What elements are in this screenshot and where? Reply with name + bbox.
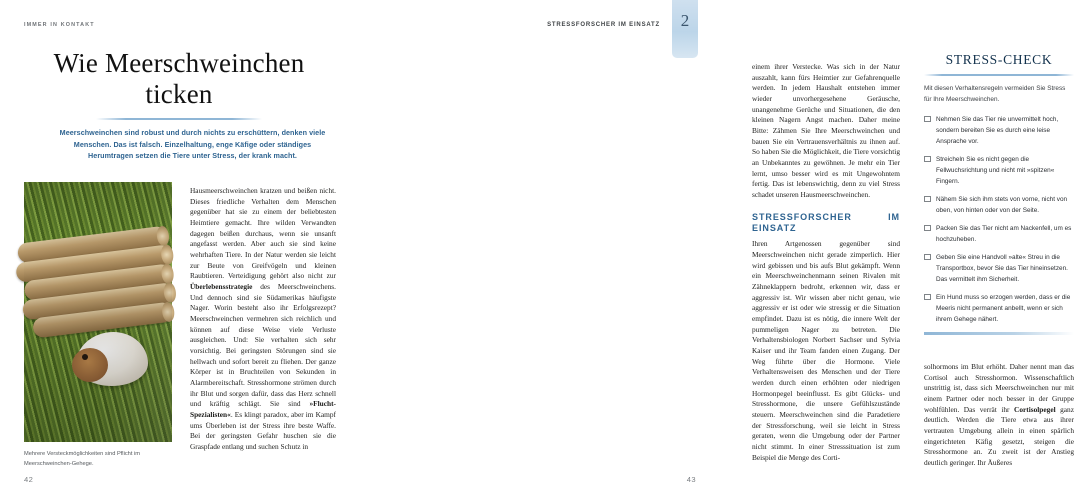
- standfirst: Meerschweinchen sind robust und durch nichts zu erschüttern, denken viele Menschen. Das ist falsch. Einzelhaltung, enge Käfige oder ständiges Herumtragen setzen die Tiere unter Stress, der krank macht.: [59, 128, 326, 161]
- left-page: [0, 0, 356, 498]
- title-divider: [96, 118, 262, 120]
- chapter-number-tab: [672, 0, 698, 58]
- body-text-run: Hausmeerschweinchen kratzen und beißen nicht. Dieses friedliche Verhalten dem Menschen gegenüber hat sie zu einem der beliebtesten Heimtiere gemacht. Ihre wilden Verwandten dagegen beißen durchaus, wenn sie unsanft angefasst werden. Aber auch sie sind keine wehrhaften Tiere. In der Natur werden sie leicht zur Beute von Greifvögeln und kleinen Raubtieren. Verteidigung gehört also nicht zur: [190, 186, 336, 281]
- body-bold-run: Überlebensstrategie: [190, 282, 253, 292]
- body-text-run: ganz deutlich. Werden die Tiere etwa aus ihrer vertrauten Umgebung allein in einen spärlich eingerichteten Käfig gesetzt, steigen die Stresshormone an. Zu zweit ist der Anstieg deutlich geringer. Ihr Äußeres: [924, 404, 1074, 468]
- paragraph: Ihren Artgenossen gegenüber sind Meerschweinchen nicht gerade zimperlich. Hier wird gebissen und bis aufs Blut gekämpft. Wenn ein Meerschweinchenmann seinen Rivalen mit Zähneklappern bedroht, erkennen wir, dass er aggressiv ist. Wir wissen aber nicht genau, wie aggressiv er ist oder wie stressig er die Situation empfindet. Dazu ist es nötig, die innere Welt der pummeligen Nager zu betreten. Die Verhaltensbiologen Norbert Sachser und Sylvia Kaiser und ihr Team fanden einen Zugang. Der Weg führte über die Hormone. Viele Verhaltensweisen des Menschen und der Tiere werden durch einen erhöhten oder niedrigen Hormonpegel beeinflusst. Es gibt Glücks- und Stresshormone, die unsere Gefühlszustände steuern. Meerschweinchen sind die Paradetiere der Stressforschung, weil sie leicht in Stress geraten, wenn die Umgebung oder der Partner nicht stimmt. In einer Stresssituation ist zum Beispiel die Menge des Corti-: [752, 239, 900, 462]
- body-bold-run: »Flucht-Spezialisten«: [190, 399, 336, 420]
- stress-check-heading: STRESS-CHECK: [945, 52, 1053, 67]
- photo-caption: Mehrere Versteckmöglichkeiten sind Pflicht im Meerschweinchen-Gehege.: [24, 451, 141, 467]
- stress-check-intro: Mit diesen Verhaltensregeln vermeiden Sie Stress für Ihre Meerschweinchen.: [924, 85, 1066, 103]
- checkbox-icon[interactable]: [924, 225, 931, 232]
- list-item[interactable]: [924, 252, 1074, 285]
- stress-check-list: [924, 114, 1074, 325]
- running-head-left: IMMER IN KONTAKT: [24, 22, 95, 28]
- list-item[interactable]: [924, 194, 1074, 216]
- checkbox-icon[interactable]: [924, 254, 931, 261]
- list-item-label: Geben Sie eine Handvoll »alte« Streu in die Transportbox, bevor Sie das Tier hineinsetzen. Das vermittelt ihm Sicherheit.: [936, 253, 1068, 283]
- folio-right: 43: [686, 475, 696, 484]
- body-text-run: des Meerschweinchens. Und dennoch sind sie Südamerikas häufigste Nager. Worin besteht also ihr Erfolgsrezept? Meerschweinchen vermehren sich reichlich und können auf diese Weise viele Verluste ausgleichen. Und: Sie verhalten sich sehr vorsichtig. Bei geringsten Störungen sind sie hellwach und sofort bereit zu fliehen. Der ganze Körper ist in Bruchteilen von Sekunden in Alarmbereitschaft. Stresshormone strömen durch ihr Blut und sorgen dafür, dass das Herz schnell und kräftig schlägt. Sie sind: [190, 282, 336, 409]
- list-item[interactable]: [924, 114, 1074, 147]
- body-bold-run: Cortisolpegel: [1014, 404, 1056, 414]
- checkbox-icon[interactable]: [924, 116, 931, 123]
- paragraph: [924, 362, 1074, 469]
- chapter-number: 2: [680, 11, 690, 30]
- list-item-label: Ein Hund muss so erzogen werden, dass er die Meeris nicht permanent anbellt, wenn er sich ihrem Gehege nähert.: [936, 293, 1071, 323]
- checkbox-icon[interactable]: [924, 156, 931, 163]
- page-title-line1: Wie Meerschweinchen: [53, 48, 305, 78]
- body-text-run: . Es klingt paradox, aber im Kampf ums Überleben ist der Stress ihre beste Waffe. Bei der geringsten Gefahr huschen sie die Graspfade entlang und suchen Schutz in: [190, 410, 336, 452]
- middle-body-column: [752, 62, 900, 463]
- stress-check-divider: [924, 74, 1074, 76]
- checkbox-icon[interactable]: [924, 196, 931, 203]
- folio-left: 42: [24, 475, 34, 484]
- list-item-label: Packen Sie das Tier nicht am Nackenfell, um es hochzuheben.: [936, 224, 1072, 243]
- paragraph: einem ihrer Verstecke. Was sich in der Natur auszahlt, kann fürs Heimtier zur Gefahrenquelle werden. In jedem Haushalt entstehen immer wieder unvorhergesehene Geräusche, unangenehme Gerüche und Situationen, die den kleinen Nagern Angst machen. Daher meine Bitte: Zähmen Sie Ihre Meerschweinchen und bauen Sie ein Vertrauensverhältnis zu ihnen auf. So haben Sie die Möglichkeit, die Tiere vorsichtig an Unbekanntes zu gewöhnen. Je mehr ein Tier lernt, umso besser wird es mit Ungewohntem fertig. Das ist lebenswichtig, denn zu viel Stress schadet unseren Hausmeerschweinchen.: [752, 62, 900, 200]
- page-title: [24, 48, 334, 111]
- stress-check-bottom-rule: [924, 332, 1074, 335]
- right-body-column: [924, 362, 1074, 469]
- photo-guinea-pig-enclosure: [24, 182, 172, 442]
- left-body-column: [190, 186, 336, 453]
- list-item-label: Nehmen Sie das Tier nie unvermittelt hoch, sondern bereiten Sie es durch eine leise Ansprache vor.: [936, 115, 1059, 145]
- list-item-label: Nähem Sie sich ihm stets von vorne, nicht von oben, von hinten oder von der Seite.: [936, 195, 1068, 214]
- stress-check-box: [924, 52, 1074, 335]
- running-head-right: STRESSFORSCHER IM EINSATZ: [547, 22, 660, 28]
- list-item[interactable]: [924, 292, 1074, 325]
- list-item[interactable]: [924, 223, 1074, 245]
- list-item-label: Streicheln Sie es nicht gegen die Fellwuchsrichtung und nicht mit »spitzen« Fingern.: [936, 155, 1055, 185]
- section-heading: STRESSFORSCHER IM EINSATZ: [752, 211, 900, 233]
- paragraph: [190, 186, 336, 453]
- checkbox-icon[interactable]: [924, 294, 931, 301]
- photo-vignette: [24, 182, 172, 442]
- list-item[interactable]: [924, 154, 1074, 187]
- right-page: [356, 0, 1074, 498]
- page-title-line2: ticken: [145, 79, 213, 110]
- body-text-run: solhormons im Blut erhöht. Daher nennt man das Cortisol auch Stresshormon. Wissenschaftlich unstrittig ist, dass sich Meerschweinchen nur mit einem Partner oder noch besser in der Gruppe wohlfühlen. Das verrät ihr: [924, 362, 1074, 414]
